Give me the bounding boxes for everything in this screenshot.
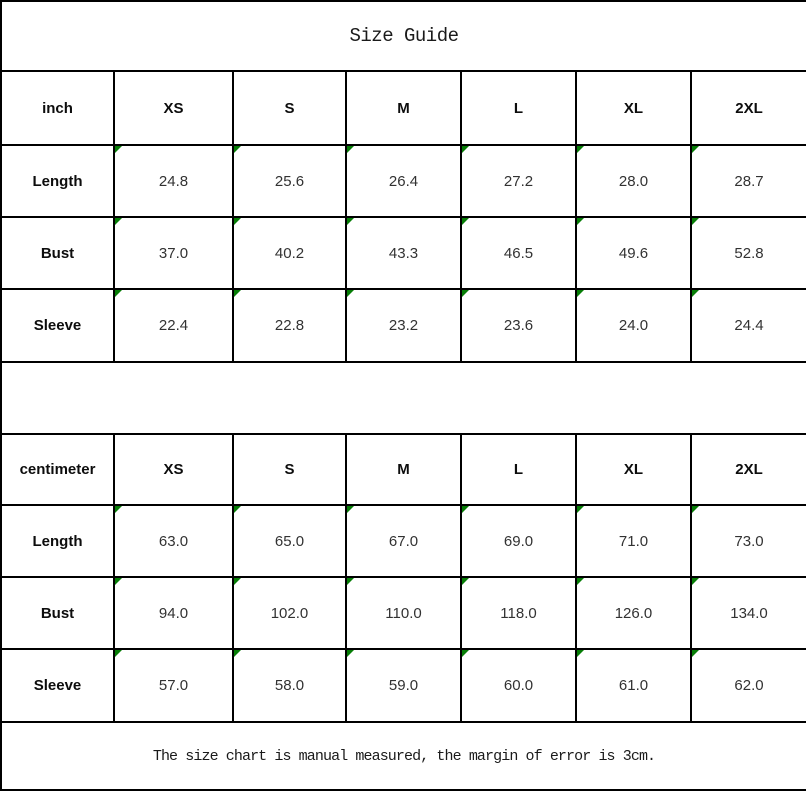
- cell-value: 25.6: [274, 172, 305, 190]
- row-label-inch-bust: Bust: [1, 217, 114, 289]
- size-header-cm-xs: XS: [114, 434, 233, 505]
- cell-inch-sleeve-2xl: [691, 289, 806, 362]
- error-indicator-icon: [347, 146, 354, 153]
- row-label-inch-length: Length: [1, 145, 114, 217]
- row-label-inch-sleeve: Sleeve: [1, 289, 114, 362]
- cell-inch-sleeve-m: [346, 289, 461, 362]
- cell-value: 57.0: [158, 677, 189, 694]
- cell-cm-bust-l: [461, 577, 576, 649]
- error-indicator-icon: [692, 650, 699, 657]
- cell-value: 58.0: [274, 677, 305, 694]
- row-label-cm-sleeve: Sleeve: [1, 649, 114, 722]
- cell-value: 102.0: [270, 604, 309, 622]
- size-header-inch-s: S: [233, 71, 346, 145]
- error-indicator-icon: [234, 218, 241, 225]
- error-indicator-icon: [577, 290, 584, 297]
- size-header-inch-xs: XS: [114, 71, 233, 145]
- measurement-note: The size chart is manual measured, the margin of error is 3cm.: [1, 722, 806, 790]
- cell-value: 40.2: [274, 244, 305, 262]
- error-indicator-icon: [115, 578, 122, 585]
- cell-inch-length-xl: [576, 145, 691, 217]
- error-indicator-icon: [234, 290, 241, 297]
- error-indicator-icon: [462, 650, 469, 657]
- error-indicator-icon: [577, 146, 584, 153]
- cell-value: 69.0: [503, 532, 534, 550]
- cell-cm-sleeve-xs: [114, 649, 233, 722]
- error-indicator-icon: [462, 290, 469, 297]
- error-indicator-icon: [692, 578, 699, 585]
- unit-header-inch: inch: [1, 71, 114, 145]
- error-indicator-icon: [462, 218, 469, 225]
- cell-inch-bust-2xl: [691, 217, 806, 289]
- error-indicator-icon: [347, 218, 354, 225]
- cell-value: 60.0: [503, 677, 534, 694]
- error-indicator-icon: [234, 650, 241, 657]
- cell-value: 126.0: [614, 604, 653, 622]
- size-header-cm-m: M: [346, 434, 461, 505]
- error-indicator-icon: [234, 506, 241, 513]
- cell-value: 61.0: [618, 677, 649, 694]
- cell-value: 22.4: [158, 317, 189, 334]
- cell-value: 24.0: [618, 317, 649, 334]
- cell-inch-sleeve-l: [461, 289, 576, 362]
- error-indicator-icon: [115, 146, 122, 153]
- error-indicator-icon: [347, 650, 354, 657]
- size-header-inch-l: L: [461, 71, 576, 145]
- cell-inch-bust-l: [461, 217, 576, 289]
- cell-inch-length-m: [346, 145, 461, 217]
- error-indicator-icon: [577, 218, 584, 225]
- error-indicator-icon: [692, 218, 699, 225]
- cell-value: 49.6: [618, 244, 649, 262]
- cell-value: 73.0: [734, 532, 764, 550]
- error-indicator-icon: [347, 578, 354, 585]
- error-indicator-icon: [577, 650, 584, 657]
- error-indicator-icon: [115, 650, 122, 657]
- cell-value: 52.8: [734, 244, 764, 262]
- cell-value: 23.2: [388, 317, 419, 334]
- cell-value: 22.8: [274, 317, 305, 334]
- error-indicator-icon: [577, 578, 584, 585]
- cell-value: 62.0: [734, 677, 764, 694]
- error-indicator-icon: [115, 290, 122, 297]
- cell-value: 59.0: [388, 677, 419, 694]
- cell-cm-bust-s: [233, 577, 346, 649]
- cell-value: 110.0: [385, 604, 422, 622]
- cell-value: 24.4: [734, 317, 764, 334]
- cell-cm-sleeve-s: [233, 649, 346, 722]
- cell-inch-sleeve-xl: [576, 289, 691, 362]
- cell-value: 71.0: [618, 532, 649, 550]
- error-indicator-icon: [692, 290, 699, 297]
- cell-inch-sleeve-s: [233, 289, 346, 362]
- row-label-cm-bust: Bust: [1, 577, 114, 649]
- error-indicator-icon: [347, 290, 354, 297]
- cell-inch-bust-xs: [114, 217, 233, 289]
- cell-inch-sleeve-xs: [114, 289, 233, 362]
- cell-cm-bust-2xl: [691, 577, 806, 649]
- cell-inch-bust-m: [346, 217, 461, 289]
- size-header-cm-2xl: 2XL: [691, 434, 806, 505]
- error-indicator-icon: [234, 146, 241, 153]
- cell-cm-bust-xs: [114, 577, 233, 649]
- size-header-inch-2xl: 2XL: [691, 71, 806, 145]
- error-indicator-icon: [462, 146, 469, 153]
- cell-value: 94.0: [158, 604, 189, 622]
- cell-value: 23.6: [503, 317, 534, 334]
- cell-cm-length-2xl: [691, 505, 806, 577]
- cell-value: 67.0: [388, 532, 419, 550]
- cell-value: 134.0: [730, 604, 768, 622]
- unit-header-centimeter: centimeter: [1, 434, 114, 505]
- cell-cm-sleeve-m: [346, 649, 461, 722]
- cell-cm-sleeve-2xl: [691, 649, 806, 722]
- cell-cm-bust-m: [346, 577, 461, 649]
- cell-inch-length-2xl: [691, 145, 806, 217]
- cell-value: 63.0: [158, 532, 189, 550]
- cell-value: 118.0: [500, 604, 537, 622]
- error-indicator-icon: [462, 578, 469, 585]
- size-header-inch-xl: XL: [576, 71, 691, 145]
- spacer-row: [1, 362, 806, 434]
- cell-value: 28.7: [734, 172, 764, 190]
- page-title: Size Guide: [1, 1, 806, 71]
- error-indicator-icon: [692, 506, 699, 513]
- cell-cm-sleeve-l: [461, 649, 576, 722]
- cell-cm-length-xl: [576, 505, 691, 577]
- cell-cm-bust-xl: [576, 577, 691, 649]
- cell-value: 24.8: [158, 172, 189, 190]
- size-header-cm-s: S: [233, 434, 346, 505]
- error-indicator-icon: [577, 506, 584, 513]
- cell-value: 43.3: [388, 244, 419, 262]
- cell-inch-bust-s: [233, 217, 346, 289]
- cell-inch-length-s: [233, 145, 346, 217]
- cell-value: 65.0: [274, 532, 305, 550]
- cell-value: 27.2: [503, 172, 534, 190]
- cell-inch-length-xs: [114, 145, 233, 217]
- error-indicator-icon: [234, 578, 241, 585]
- cell-value: 46.5: [503, 244, 534, 262]
- cell-cm-length-s: [233, 505, 346, 577]
- cell-cm-length-xs: [114, 505, 233, 577]
- error-indicator-icon: [115, 218, 122, 225]
- size-header-cm-xl: XL: [576, 434, 691, 505]
- error-indicator-icon: [115, 506, 122, 513]
- size-header-inch-m: M: [346, 71, 461, 145]
- cell-value: 28.0: [618, 172, 649, 190]
- cell-inch-bust-xl: [576, 217, 691, 289]
- row-label-cm-length: Length: [1, 505, 114, 577]
- cell-cm-length-l: [461, 505, 576, 577]
- error-indicator-icon: [462, 506, 469, 513]
- error-indicator-icon: [692, 146, 699, 153]
- error-indicator-icon: [347, 506, 354, 513]
- cell-inch-length-l: [461, 145, 576, 217]
- cell-value: 37.0: [158, 244, 189, 262]
- cell-cm-sleeve-xl: [576, 649, 691, 722]
- cell-cm-length-m: [346, 505, 461, 577]
- size-header-cm-l: L: [461, 434, 576, 505]
- cell-value: 26.4: [388, 172, 419, 190]
